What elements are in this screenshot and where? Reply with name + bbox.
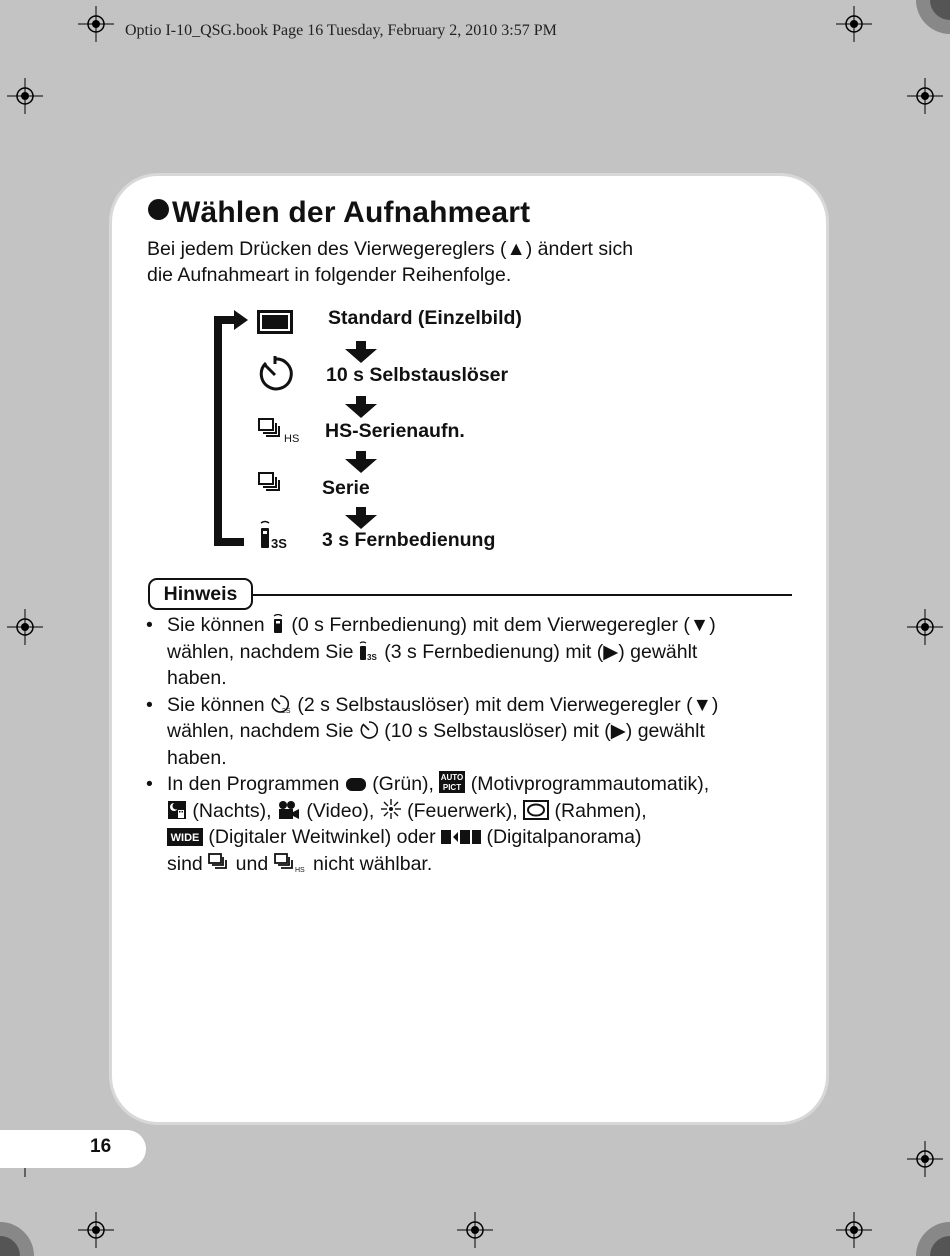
text: (0 s Fernbedienung) mit dem Vierwegeregler (▼) (291, 614, 716, 636)
continuous-icon (208, 853, 230, 873)
registration-mark-icon (907, 1141, 943, 1177)
bullet-mark: • (146, 773, 153, 795)
page-title (148, 196, 530, 230)
bullet-mark: • (146, 614, 153, 636)
down-arrow-icon (345, 341, 377, 363)
note-list (146, 612, 806, 877)
text: (Nachts), (192, 799, 272, 822)
text: und (235, 852, 269, 875)
text: wählen, nachdem Sie (167, 720, 354, 742)
mode-label-self-timer: 10 s Selbstauslöser (326, 364, 509, 386)
mode-label-continuous: Serie (322, 477, 370, 499)
registration-mark-icon (836, 6, 872, 42)
text: wählen, nachdem Sie (167, 640, 354, 663)
down-arrow-icon (345, 396, 377, 418)
text: (Digitalpanorama) (486, 826, 642, 848)
remote-icon (270, 614, 286, 634)
bullet-mark: • (146, 693, 153, 716)
text: sind (167, 852, 203, 875)
svg-text:PICT: PICT (443, 783, 462, 792)
note-divider (251, 594, 792, 596)
text: (Feuerwerk), (407, 799, 518, 822)
text: (Grün), (372, 773, 434, 795)
video-icon (277, 800, 301, 820)
remote-3s-icon (258, 520, 294, 552)
text: haben. (167, 667, 227, 689)
hs-continuous-icon (258, 418, 300, 444)
night-scene-icon (167, 800, 187, 820)
registration-mark-icon (836, 1212, 872, 1248)
registration-mark-icon (78, 1212, 114, 1248)
text: Sie können (167, 614, 265, 636)
registration-mark-icon (907, 609, 943, 645)
mode-label-remote: 3 s Fernbedienung (322, 529, 496, 551)
continuous-icon (258, 472, 286, 496)
text: haben. (167, 746, 227, 769)
page-title-text: Wählen der Aufnahmeart (172, 196, 531, 229)
auto-picture-icon (439, 771, 465, 793)
fireworks-icon (380, 798, 402, 820)
registration-mark-icon (78, 6, 114, 42)
text: (10 s Selbstauslöser) mit (▶) gewählt (384, 720, 705, 742)
down-arrow-icon (345, 507, 377, 529)
down-arrow-icon (345, 451, 377, 473)
intro-line: die Aufnahmeart in folgender Reihenfolge. (147, 264, 512, 286)
remote-3s-icon (359, 641, 379, 661)
list-item (146, 612, 806, 692)
svg-text:AUTO: AUTO (441, 773, 464, 782)
color-bar-rosette-icon (915, 1221, 950, 1256)
svg-text:2S: 2S (282, 707, 291, 714)
text: In den Programmen (167, 773, 340, 795)
print-header: Optio I-10_QSG.book Page 16 Tuesday, February 2, 2010 3:57 PM (125, 22, 557, 39)
text: Sie können (167, 693, 265, 716)
cycle-bracket-icon (212, 310, 252, 550)
list-item (146, 692, 806, 772)
svg-text:3S: 3S (366, 652, 377, 661)
mode-label-standard: Standard (Einzelbild) (328, 307, 522, 329)
green-mode-icon (345, 775, 367, 793)
mode-label-hs-continuous: HS-Serienaufn. (325, 420, 465, 442)
self-timer-icon (256, 355, 294, 393)
frame-composite-icon (523, 800, 549, 820)
note-heading: Hinweis (148, 578, 253, 610)
text: (3 s Fernbedienung) mit (▶) gewählt (384, 640, 698, 663)
self-timer-2s-icon (270, 694, 292, 714)
bullet-dot-icon (148, 199, 169, 220)
intro-paragraph (147, 236, 633, 288)
text: (2 s Selbstauslöser) mit dem Vierwegeregler (▼) (297, 693, 719, 716)
text: (Rahmen), (554, 799, 647, 822)
svg-text:3S: 3S (271, 536, 287, 551)
digital-panorama-icon (441, 828, 481, 846)
registration-mark-icon (907, 78, 943, 114)
svg-text:HS: HS (294, 866, 305, 873)
registration-mark-icon (7, 78, 43, 114)
page-number: 16 (90, 1136, 112, 1157)
svg-text:WIDE: WIDE (170, 832, 200, 844)
intro-line: Bei jedem Drücken des Vierwegereglers (▲) ändert sich (147, 238, 634, 260)
single-frame-icon (257, 310, 293, 334)
text: (Motivprogrammautomatik), (470, 773, 710, 795)
text: nicht wählbar. (313, 852, 433, 875)
color-bar-rosette-icon (915, 0, 950, 35)
svg-text:HS: HS (284, 433, 300, 444)
self-timer-icon (359, 720, 379, 740)
list-item (146, 771, 806, 877)
color-bar-rosette-icon (0, 1221, 35, 1256)
hs-continuous-icon (274, 853, 308, 873)
text: (Video), (306, 799, 375, 822)
page-number-tab (0, 1130, 146, 1168)
registration-mark-icon (7, 609, 43, 645)
text: (Digitaler Weitwinkel) oder (208, 826, 436, 848)
digital-wide-icon (167, 828, 203, 846)
registration-mark-icon (457, 1212, 493, 1248)
